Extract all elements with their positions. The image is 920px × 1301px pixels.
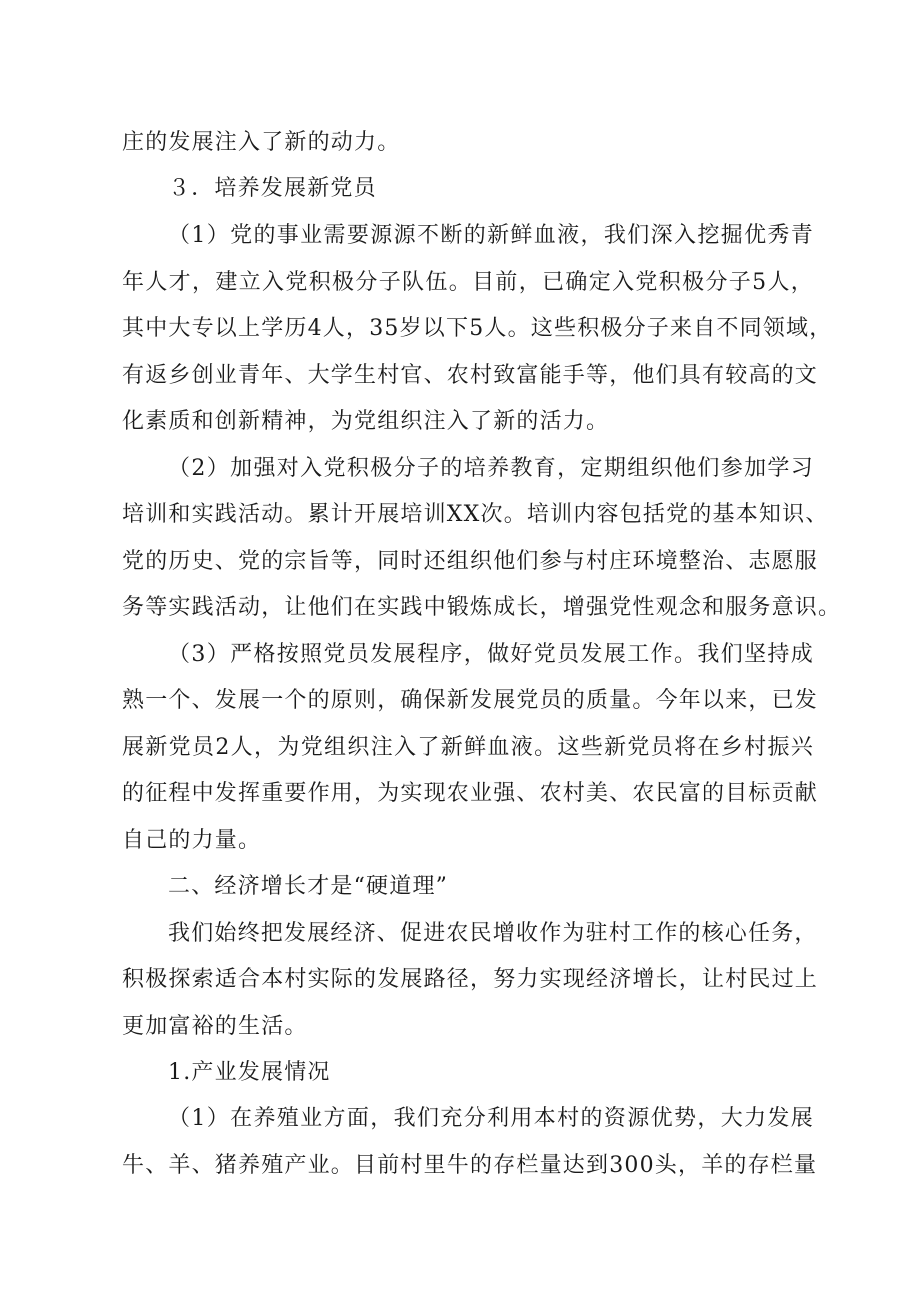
paragraph-line: （3）严格按照党员发展程序，做好党员发展工作。我们坚持成 [168, 642, 814, 667]
paragraph-line: 其中大专以上学历4人，35岁以下5人。这些积极分子来自不同领域， [122, 316, 833, 341]
paragraph-line: （1）在养殖业方面，我们充分利用本村的资源优势，大力发展 [168, 1106, 814, 1131]
paragraph-line: （2）加强对入党积极分子的培养教育，定期组织他们参加学习 [168, 456, 814, 481]
paragraph-line: （1）党的事业需要源源不断的新鲜血液，我们深入挖掘优秀青 [168, 223, 814, 248]
paragraph-line: 自己的力量。 [122, 828, 262, 853]
paragraph-line: 年人才，建立入党积极分子队伍。目前，已确定入党积极分子5人， [122, 270, 814, 295]
paragraph-line: 积极探索适合本村实际的发展路径，努力实现经济增长，让村民过上 [122, 967, 819, 992]
paragraph-line: 务等实践活动，让他们在实践中锻炼成长，增强党性观念和服务意识。 [122, 595, 842, 620]
paragraph-line: 培训和实践活动。累计开展培训XX次。培训内容包括党的基本知识、 [122, 502, 829, 527]
paragraph-line: 庄的发展注入了新的动力。 [122, 130, 401, 155]
paragraph-line: 有返乡创业青年、大学生村官、农村致富能手等，他们具有较高的文 [122, 363, 819, 388]
paragraph-line: 更加富裕的生活。 [122, 1014, 308, 1039]
section-heading: 二、经济增长才是“硬道理” [168, 874, 449, 899]
paragraph-line: 展新党员2人，为党组织注入了新鲜血液。这些新党员将在乡村振兴 [122, 735, 814, 760]
paragraph-line: 化素质和创新精神，为党组织注入了新的活力。 [122, 409, 610, 434]
paragraph-line: 我们始终把发展经济、促进农民增收作为驻村工作的核心任务， [168, 921, 818, 946]
paragraph-line: 的征程中发挥重要作用，为实现农业强、农村美、农民富的目标贡献 [122, 781, 819, 806]
section-heading: ３．培养发展新党员 [168, 176, 377, 201]
paragraph-line: 熟一个、发展一个的原则，确保新发展党员的质量。今年以来，已发 [122, 688, 819, 713]
paragraph-line: 党的历史、党的宗旨等，同时还组织他们参与村庄环境整治、志愿服 [122, 549, 819, 574]
section-heading: 1.产业发展情况 [168, 1060, 331, 1085]
paragraph-line: 牛、羊、猪养殖产业。目前村里牛的存栏量达到300头，羊的存栏量 [122, 1153, 818, 1178]
